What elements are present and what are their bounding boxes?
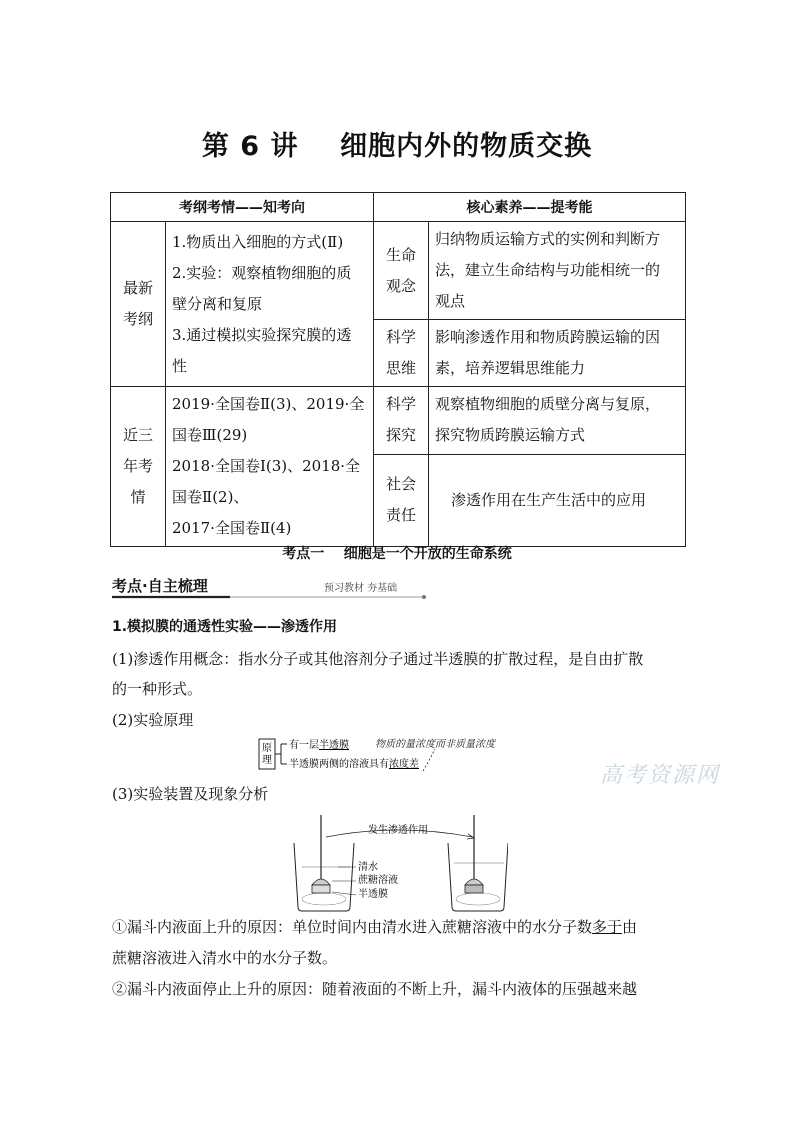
paragraph-reason1-line1: ①漏斗内液面上升的原因：单位时间内由清水进入蔗糖溶液中的水分子数多于由 [112, 918, 638, 936]
page-title: 第 6 讲 细胞内外的物质交换 [201, 131, 593, 162]
section-underline [112, 593, 428, 601]
literacy-label-inquiry: 科学 探究 [374, 387, 429, 455]
label-sucrose-solution: 蔗糖溶液 [358, 875, 398, 886]
right-beaker [448, 815, 508, 911]
section-title: 考点·自主梳理 [112, 577, 208, 595]
literacy-content-life: 归纳物质运输方式的实例和判断方 法，建立生命结构与功能相统一的 观点 [429, 222, 686, 320]
apparatus-top-label: 发生渗透作用 [368, 825, 428, 836]
heading-osmosis: 1.模拟膜的通透性实验——渗透作用 [112, 619, 338, 635]
paragraph-apparatus: (3)实验装置及现象分析 [112, 785, 269, 803]
principle-box-label: 原理 [262, 743, 272, 766]
table-header-left: 考纲考情——知考向 [111, 193, 374, 222]
literacy-content-thinking: 影响渗透作用和物质跨膜运输的因 素，培养逻辑思维能力 [429, 320, 686, 387]
osmosis-apparatus-diagram [288, 815, 508, 915]
paragraph-principle: (2)实验原理 [112, 711, 194, 729]
recent-exams-content: 2019·全国卷Ⅱ(3)、2019·全 国卷Ⅲ(29) 2018·全国卷Ⅰ(3)、2018·全 国卷Ⅱ(2)、 2017·全国卷Ⅱ(4) [166, 387, 374, 547]
principle-handwritten-note: 物质的量浓度而非质量浓度 [375, 739, 495, 750]
principle-line1: 有一层半透膜 [289, 740, 349, 751]
paragraph-concept-line1: (1)渗透作用概念：指水分子或其他溶剂分子通过半透膜的扩散过程，是自由扩散 [112, 650, 644, 668]
watermark: 高考资源网 [600, 763, 721, 788]
literacy-content-inquiry: 观察植物细胞的质壁分离与复原， 探究物质跨膜运输方式 [429, 387, 686, 455]
label-clear-water: 清水 [358, 862, 378, 873]
literacy-label-responsibility: 社会 责任 [374, 454, 429, 546]
paragraph-reason2-line1: ②漏斗内液面停止上升的原因：随着液面的不断上升，漏斗内液体的压强越来越 [112, 980, 638, 998]
section-tag: 预习教材 夯基础 [324, 583, 398, 594]
paragraph-reason1-line2: 蔗糖溶液进入清水中的水分子数。 [112, 949, 338, 967]
underlined-more-than: 多于 [592, 918, 623, 936]
literacy-label-life: 生命 观念 [374, 222, 429, 320]
row-label-recent-exams: 近三 年考 情 [111, 387, 166, 547]
latest-outline-content: 1.物质出入细胞的方式(Ⅱ) 2.实验：观察植物细胞的质 壁分离和复原 3.通过模拟实验探究膜的透 性 [166, 222, 374, 387]
topic-subtitle: 考点一 细胞是一个开放的生命系统 [282, 546, 512, 562]
section-banner [112, 575, 428, 599]
literacy-content-responsibility: 渗透作用在生产生活中的应用 [429, 454, 686, 546]
paragraph-concept-line2: 的一种形式。 [112, 680, 203, 698]
exam-outline-table [110, 192, 686, 547]
table-header-right: 核心素养——提考能 [374, 193, 686, 222]
principle-line2: 半透膜两侧的溶液具有浓度差 [289, 759, 419, 770]
principle-diagram [255, 735, 530, 775]
left-beaker [294, 815, 354, 911]
literacy-label-thinking: 科学 思维 [374, 320, 429, 387]
label-semipermeable-membrane: 半透膜 [358, 889, 388, 900]
row-label-latest-outline: 最新 考纲 [111, 222, 166, 387]
principle-arrow [423, 749, 435, 771]
